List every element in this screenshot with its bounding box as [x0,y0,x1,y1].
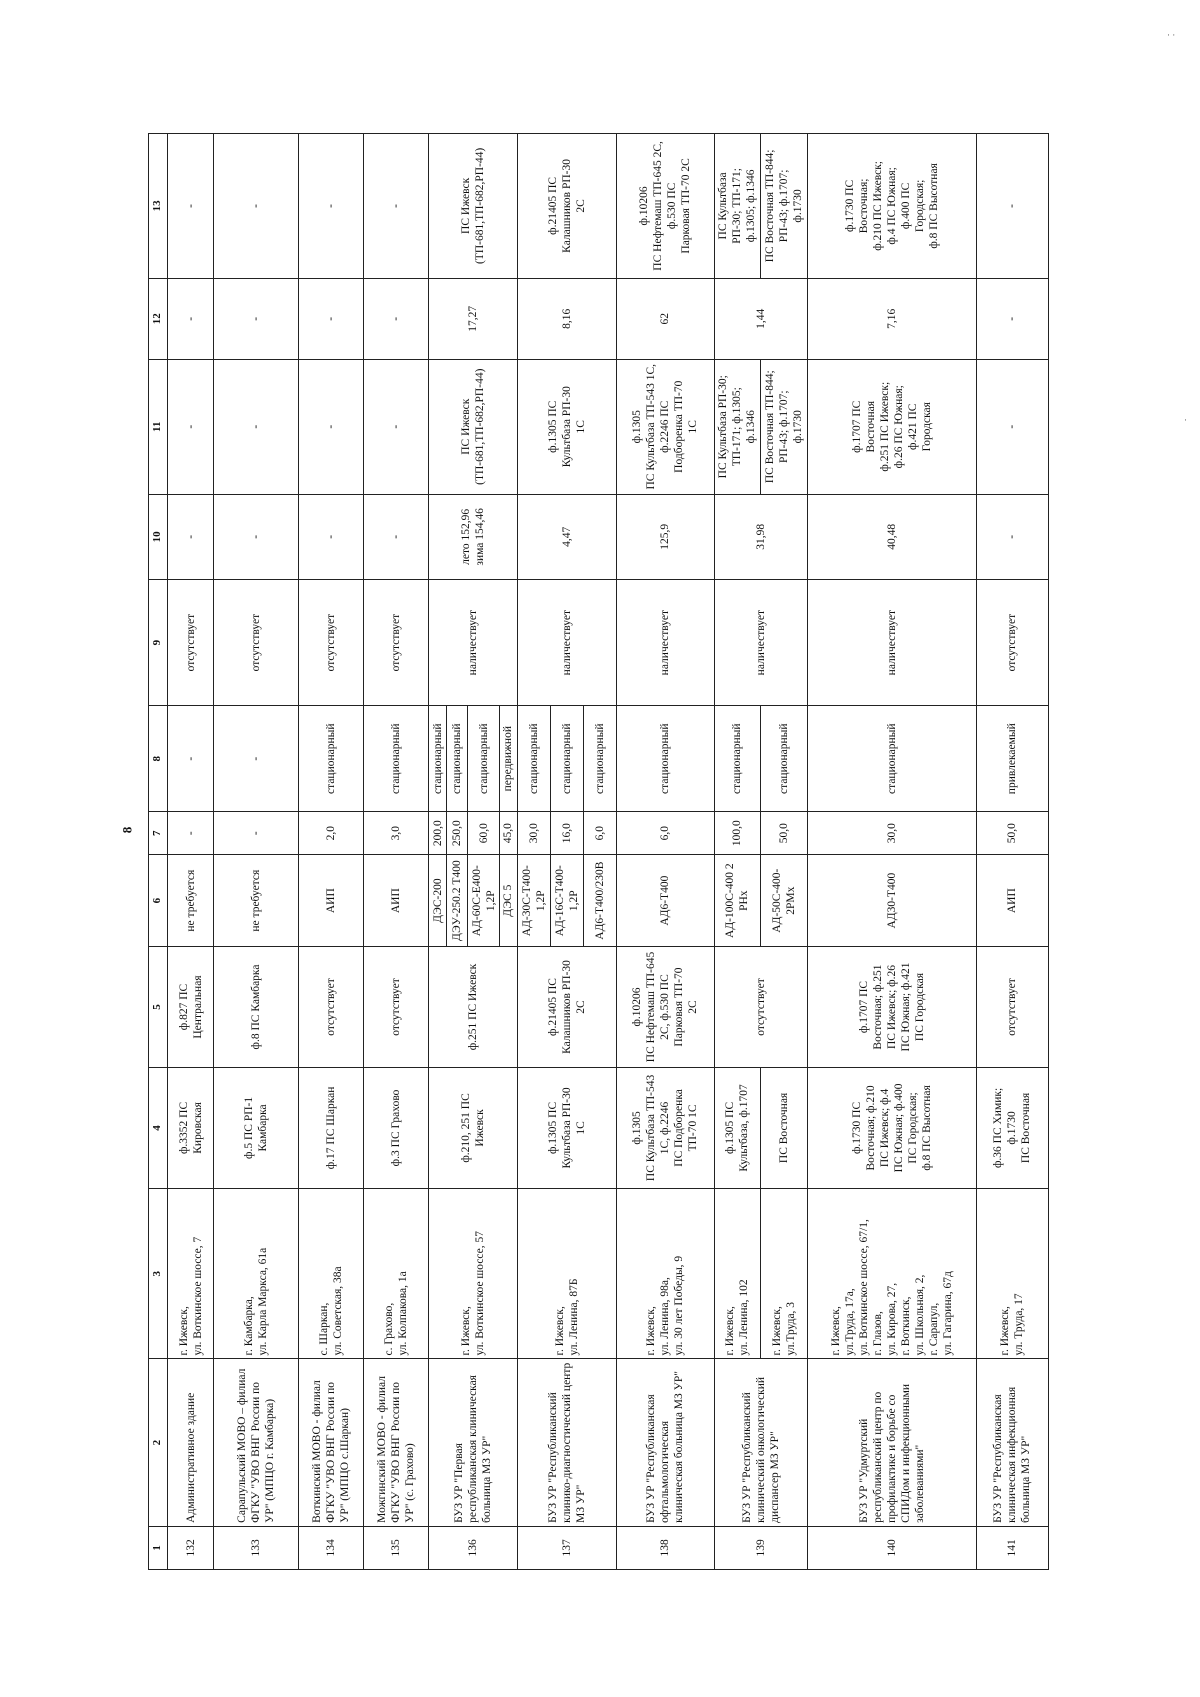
header-cell: 13 [149,134,168,279]
header-cell: 5 [149,947,168,1068]
cell: наличествует [517,579,616,705]
cell: - [214,494,299,579]
cell: - [363,134,428,279]
address: г. Ижевск, ул. Воткинское шоссе, 7 [168,1188,214,1359]
organization-name: БУЗ УР "Республиканская офтальмологическая клиническая больница МЗ УР" [616,1359,714,1526]
cell: наличествует [807,579,976,705]
organization-name: БУЗ УР "Республиканский клинико-диагностический центр МЗ УР" [517,1359,616,1526]
cell: 7,16 [807,278,976,359]
cell: ф.1707 ПС Восточная ф.251 ПС Ижевск; ф.26 ПС Южная; ф.421 ПС Городская [807,359,976,494]
cell: - [976,359,1048,494]
cell: 3,0 [363,812,428,855]
cell: ф.3 ПС Грахово [363,1067,428,1188]
data-table [148,133,1049,1570]
cell: стационарный [468,706,500,812]
cell: 17,27 [428,278,517,359]
cell: 62 [616,278,714,359]
cell: ф.1707 ПС Восточная; ф.251 ПС Ижевск; ф.26 ПС Южная; ф.421 ПС Городская [807,947,976,1068]
header-cell: 12 [149,278,168,359]
cell: - [168,706,214,812]
cell: отсутствует [363,579,428,705]
cell: 200,0 [428,812,447,855]
cell: 40,48 [807,494,976,579]
cell: - [976,494,1048,579]
cell: наличествует [714,579,807,705]
cell: - [214,278,299,359]
header-cell: 1 [149,1526,168,1569]
cell: ф.5 ПС РП-1 Камбарка [214,1067,299,1188]
cell: ф.8 ПС Камбарка [214,947,299,1068]
cell: стационарный [807,706,976,812]
cell: стационарный [363,706,428,812]
row-number: 140 [807,1526,976,1569]
organization-name: БУЗ УР "Республиканский клинический онкологический диспансер МЗ УР" [714,1359,807,1526]
cell: 45,0 [500,812,518,855]
cell: - [168,494,214,579]
cell: ф.1305 ПС Культбаза РП-30 1С [517,359,616,494]
cell: - [168,278,214,359]
cell: ф.21405 ПС Калашников РП-30 2С [517,134,616,279]
cell: 50,0 [761,812,807,855]
cell: отсутствует [363,947,428,1068]
cell: АД-60С-Е400-1,2Р [468,855,500,947]
cell: ф.1305 ПС Культбаза РП-30 1С [517,1067,616,1188]
cell: АД-50С-400- 2РМх [761,855,807,947]
cell: ПС Культбаза РП-30; ТП-171; ф.1305; ф.1346 [714,359,760,494]
address: г. Ижевск, ул. Труда, 17 [976,1188,1048,1359]
address: с. Грахово, ул. Колпакова, 1а [363,1188,428,1359]
cell: АД-100С-400 2 РНх [714,855,760,947]
cell: - [168,812,214,855]
header-cell: 6 [149,855,168,947]
cell: - [298,134,363,279]
cell: стационарный [714,706,760,812]
cell: - [168,359,214,494]
row-number: 139 [714,1526,807,1569]
cell: - [214,812,299,855]
cell: АД-16С-Т400-1,2Р [550,855,583,947]
cell: АИП [976,855,1048,947]
cell: 30,0 [807,812,976,855]
cell: 60,0 [468,812,500,855]
cell: - [363,278,428,359]
cell: 250,0 [447,812,468,855]
cell: ДЭС 5 [500,855,518,947]
cell: 6,0 [616,812,714,855]
cell: стационарный [583,706,616,812]
organization-name: БУЗ УР "Первая республиканская клиническая больница МЗ УР" [428,1359,517,1526]
organization-name: Можгинский МОВО - филиал ФГКУ "УВО ВНГ России по УР" (с. Грахово) [363,1359,428,1526]
header-row [149,134,168,1570]
cell: 125,9 [616,494,714,579]
row-number: 135 [363,1526,428,1569]
cell: привлекаемый [976,706,1048,812]
table-row [517,134,550,1570]
cell: ПС Восточная ТП-844; РП-43; ф.1707; ф.1730 [761,359,807,494]
header-cell: 4 [149,1067,168,1188]
cell: - [363,359,428,494]
cell: стационарный [517,706,550,812]
cell: ф.21405 ПС Калашников РП-30 2С [517,947,616,1068]
cell: отсутствует [976,947,1048,1068]
address: г. Ижевск, ул. Воткинское шоссе, 57 [428,1188,517,1359]
organization-name: БУЗ УР "Удмуртский республиканский центр по профилактике и борьбе со СПИДом и инфекционными заболеваниями" [807,1359,976,1526]
address: с. Шаркан, ул. Советская, 38а [298,1188,363,1359]
cell: стационарный [428,706,447,812]
cell: ПС Восточная ТП-844; РП-43; ф.1707; ф.1730 [761,134,807,279]
cell: ф.36 ПС Химик; ф.1730 ПС Восточная [976,1067,1048,1188]
address: г. Ижевск, ул.Труда, 17а, ул. Воткинское шоссе, 67/1, г. Глазов, ул. Кирова, 27, г. Воткинск, ул. Школьная, 2, г. Сарапул, ул. Гагарина, 67д [807,1188,976,1359]
row-number: 134 [298,1526,363,1569]
cell: стационарный [550,706,583,812]
cell: ф.1305 ПС Культбаза, ф.1707 [714,1067,760,1188]
address: г. Камбарка, ул. Карла Маркса, 61а [214,1188,299,1359]
cell: - [214,706,299,812]
organization-name: Сарапульский МОВО – филиал ФГКУ "УВО ВНГ России по УР" (МПЦО г. Камбарка) [214,1359,299,1526]
table-row [976,134,1048,1570]
cell: ф.1305 ПС Культбаза ТП-543 1С, ф.2246 ПС Подборенка ТП-70 1С [616,1067,714,1188]
cell: 31,98 [714,494,807,579]
cell: АД-30С-Т400-1,2Р [517,855,550,947]
cell: - [214,134,299,279]
scan-speck: · · [1167,30,1176,40]
rotated-table-wrapper [148,133,1049,1570]
cell: АИП [298,855,363,947]
header-cell: 11 [149,359,168,494]
header-cell: 2 [149,1359,168,1526]
cell: АИП [363,855,428,947]
cell: 16,0 [550,812,583,855]
cell: наличествует [616,579,714,705]
cell: стационарный [761,706,807,812]
cell: 6,0 [583,812,616,855]
table-row [298,134,363,1570]
cell: ф.1730 ПС Восточная; ф.210 ПС Ижевск; ф.4 ПС Южная; ф.400 ПС Городская; ф.8 ПС Высотная [807,134,976,279]
header-cell: 10 [149,494,168,579]
cell: 30,0 [517,812,550,855]
cell: ф.251 ПС Ижевск [428,947,517,1068]
cell: стационарный [447,706,468,812]
table-row [363,134,428,1570]
address: г. Ижевск, ул.Труда, 3 [761,1188,807,1359]
row-number: 141 [976,1526,1048,1569]
cell: отсутствует [298,579,363,705]
cell: ф.10206 ПС Нефтемаш ТП-645 2С, ф.530 ПС Парковая ТП-70 2С [616,947,714,1068]
row-number: 136 [428,1526,517,1569]
cell: - [363,494,428,579]
row-number: 132 [168,1526,214,1569]
organization-name: БУЗ УР "Республиканская клиническая инфекционная больница МЗ УР" [976,1359,1048,1526]
table-row [214,134,299,1570]
cell: 4,47 [517,494,616,579]
address: г. Ижевск, ул. Ленина, 87Б [517,1188,616,1359]
cell: АД30-Т400 [807,855,976,947]
cell: 1,44 [714,278,807,359]
cell: ф.1730 ПС Восточная; ф.210 ПС Ижевск; ф.4 ПС Южная; ф.400 ПС Городская; ф.8 ПС Высотная [807,1067,976,1188]
cell: ДЭУ-250.2 Т400 [447,855,468,947]
cell: ф.210, 251 ПС Ижевск [428,1067,517,1188]
cell: 2,0 [298,812,363,855]
cell: лето 152,96 зима 154,46 [428,494,517,579]
cell: ПС Ижевск (ТП-681,ТП-682,РП-44) [428,134,517,279]
cell: ф.3352 ПС Кировская [168,1067,214,1188]
header-cell: 7 [149,812,168,855]
cell: отсутствует [298,947,363,1068]
cell: не требуется [168,855,214,947]
cell: - [976,134,1048,279]
page-number: 8 [119,826,135,834]
row-number: 138 [616,1526,714,1569]
organization-name: Административное здание [168,1359,214,1526]
organization-name: Воткинский МОВО - филиал ФГКУ "УВО ВНГ России по УР" (МПЦО с.Шаркан) [298,1359,363,1526]
cell: - [298,359,363,494]
cell: 50,0 [976,812,1048,855]
cell: - [168,134,214,279]
row-number: 133 [214,1526,299,1569]
cell: 8,16 [517,278,616,359]
cell: ПС Культбаза РП-30; ТП-171; ф.1305; ф.1346 [714,134,760,279]
cell: стационарный [298,706,363,812]
table-row [428,134,447,1570]
header-cell: 3 [149,1188,168,1359]
row-number: 137 [517,1526,616,1569]
cell: не требуется [214,855,299,947]
header-cell: 8 [149,706,168,812]
cell: стационарный [616,706,714,812]
cell: - [298,494,363,579]
cell: отсутствует [714,947,807,1068]
cell: АД6-Т400/230В [583,855,616,947]
cell: ДЭС-200 [428,855,447,947]
scan-speck: · [1184,415,1187,425]
cell: ф.827 ПС Центральная [168,947,214,1068]
header-cell: 9 [149,579,168,705]
cell: ПС Восточная [761,1067,807,1188]
cell: - [298,278,363,359]
cell: передвижной [500,706,518,812]
cell: ф.10206 ПС Нефтемаш ТП-645 2С, ф.530 ПС Парковая ТП-70 2С [616,134,714,279]
cell: отсутствует [976,579,1048,705]
cell: ПС Ижевск (ТП-681,ТП-682,РП-44) [428,359,517,494]
table-row [168,134,214,1570]
cell: отсутствует [168,579,214,705]
cell: ф.1305 ПС Культбаза ТП-543 1С, ф.2246 ПС Подборенка ТП-70 1С [616,359,714,494]
cell: АД6-Т400 [616,855,714,947]
table-row [616,134,714,1570]
cell: - [976,278,1048,359]
address: г. Ижевск, ул. Ленина, 98а, ул. 30 лет Победы, 9 [616,1188,714,1359]
cell: 100,0 [714,812,760,855]
table-row [807,134,976,1570]
address: г. Ижевск, ул. Ленина, 102 [714,1188,760,1359]
cell: отсутствует [214,579,299,705]
cell: наличествует [428,579,517,705]
table-row [714,134,760,1570]
cell: - [214,359,299,494]
cell: ф.17 ПС Шаркан [298,1067,363,1188]
